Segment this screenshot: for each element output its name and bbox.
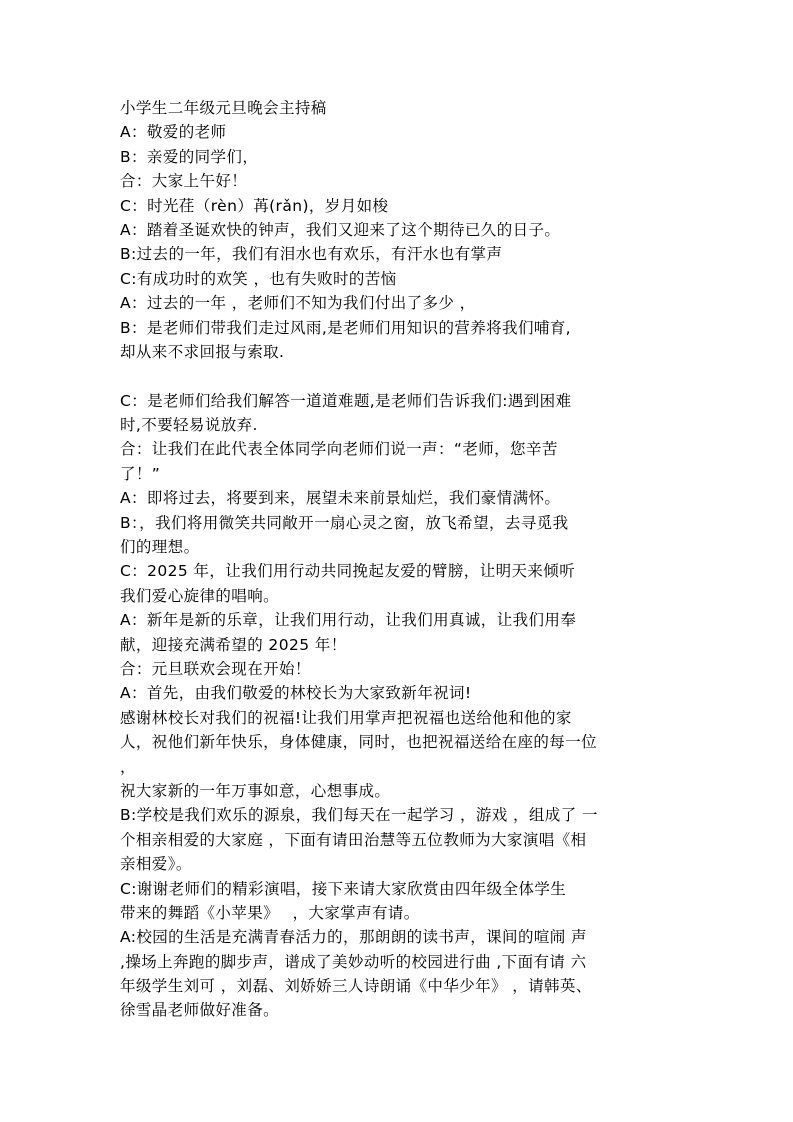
text-line: 个相亲相爱的大家庭 ，下面有请田治慧等五位教师为大家演唱《相 [120,830,587,849]
text-line: 献，迎接充满希望的 2025 年！ [120,635,347,654]
text-line: C:谢谢老师们的精彩演唱，接下来请大家欣赏由四年级全体学生 [120,879,567,898]
text-line: B：是老师们带我们走过风雨,是老师们用知识的营养将我们哺育, [120,318,571,337]
text-line: 时,不要轻易说放弃. [120,416,258,435]
text-line: 亲相爱》。 [120,855,192,874]
text-line: 我们爱心旋律的唱响。 [120,586,280,605]
text-line: 带来的舞蹈《小苹果》 ，大家掌声有请。 [120,903,420,922]
text-line: B：，我们将用微笑共同敞开一扇心灵之窗，放飞希望，去寻觅我 [120,513,569,532]
document-page [120,96,680,1023]
text-line: 祝大家新的一年万事如意，心想事成。 [120,781,391,800]
text-line: ， [120,757,136,776]
text-line: A：新年是新的乐章，让我们用行动，让我们用真诚，让我们用奉 [120,611,577,630]
text-line: 徐雪晶老师做好准备。 [120,1001,280,1020]
text-line: 合：大家上午好！ [120,172,248,191]
text-line: A:校园的生活是充满青春活力的，那朗朗的读书声，课间的喧闹 声 [120,928,587,947]
text-line: C：时光荏（rèn）苒(rǎn)，岁月如梭 [120,196,389,215]
text-line: A：首先，由我们敬爱的林校长为大家致新年祝词! [120,684,472,703]
text-line: 年级学生刘可 ，刘磊、刘娇娇三人诗朗诵《中华少年》 ，请韩英、 [120,977,592,996]
text-line: B:过去的一年，我们有泪水也有欢乐，有汗水也有掌声 [120,245,503,264]
text-line: 却从来不求回报与索取. [120,342,285,361]
text-line: A：踏着圣诞欢快的钟声，我们又迎来了这个期待已久的日子。 [120,220,561,239]
text-line: A：即将过去，将要到来，展望未来前景灿烂，我们豪情满怀。 [120,489,561,508]
blank-line [120,364,680,388]
document-title: 小学生二年级元旦晚会主持稿 [120,99,327,117]
text-line: C:有成功时的欢笑 ，也有失败时的苦恼 [120,269,397,288]
text-line: A：过去的一年 ，老师们不知为我们付出了多少 ， [120,294,476,313]
text-line: ,操场上奔跑的脚步声，谱成了美妙动听的校园进行曲 ,下面有请 六 [120,952,587,971]
text-line: C：是老师们给我们解答一道道难题,是老师们告诉我们:遇到困难 [120,391,572,410]
text-line: 们的理想。 [120,538,200,557]
text-line: A：敬爱的老师 [120,123,227,142]
text-line: B：亲爱的同学们， [120,147,259,166]
text-line: 合：让我们在此代表全体同学向老师们说一声：“老师，您辛苦 [120,440,558,459]
text-line: C：2025 年，让我们用行动共同挽起友爱的臂膀，让明天来倾听 [120,562,576,581]
text-line: 感谢林校长对我们的祝福!让我们用掌声把祝福也送给他和他的家 [120,708,572,727]
text-line: 人，祝他们新年快乐，身体健康，同时，也把祝福送给在座的每一位 [120,733,598,752]
text-line: 合：元旦联欢会现在开始！ [120,659,311,678]
text-line: 了！” [120,464,161,483]
text-line: B:学校是我们欢乐的源泉，我们每天在一起学习 ，游戏 ，组成了 一 [120,806,598,825]
